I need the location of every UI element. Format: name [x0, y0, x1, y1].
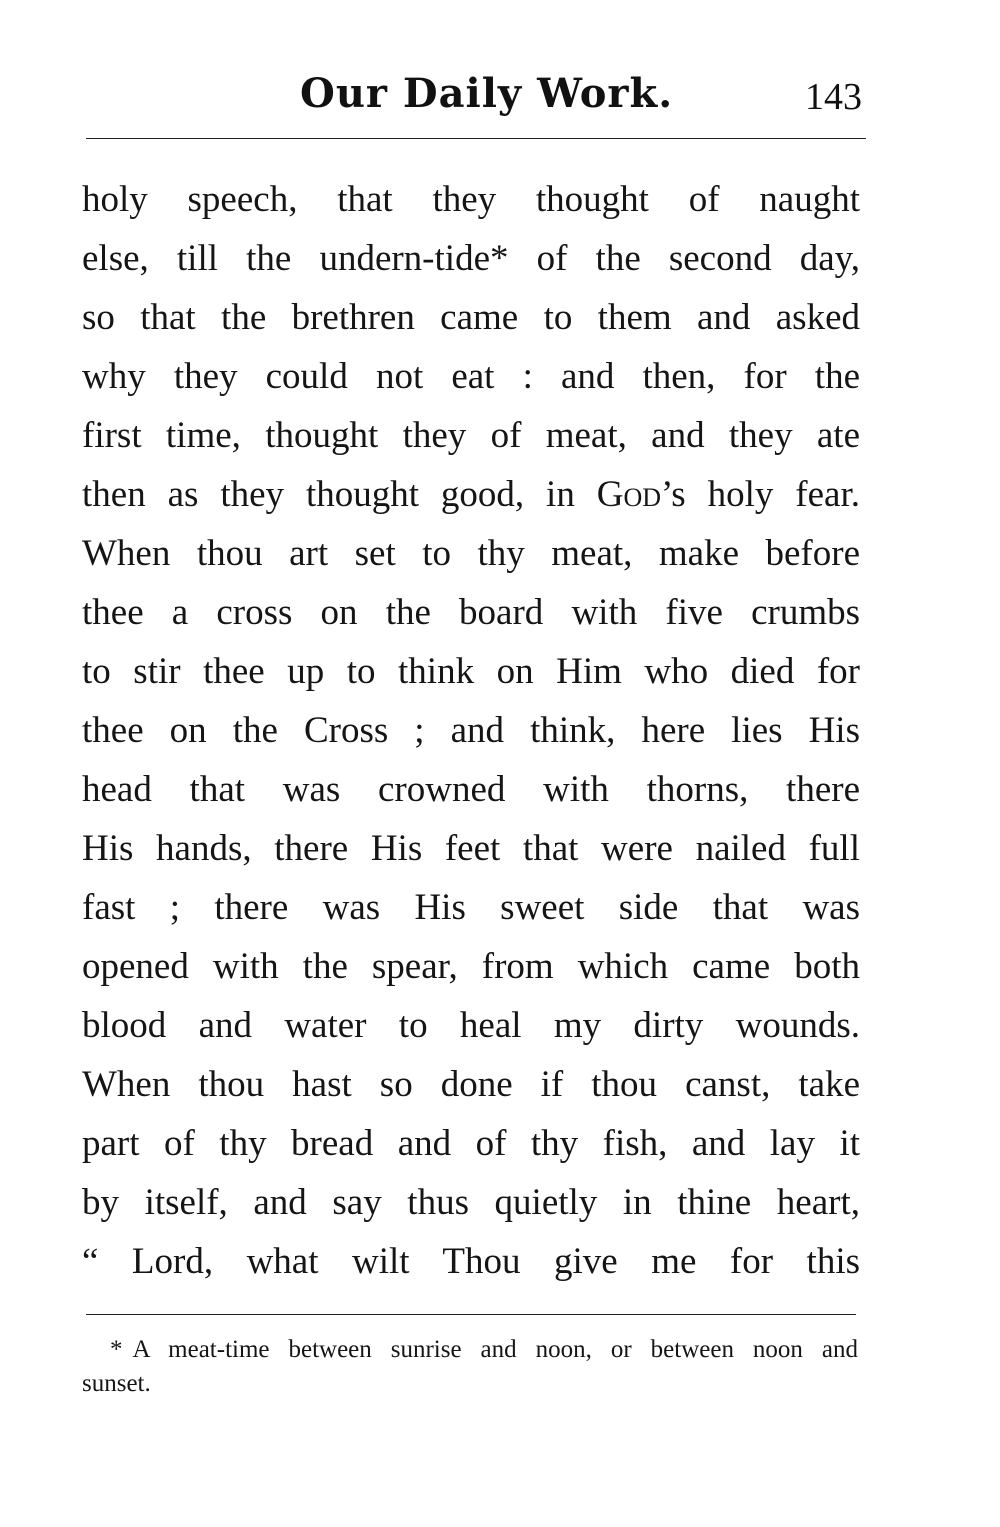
header-rule	[86, 138, 866, 139]
text-line: fast ; there was His sweet side that was	[82, 887, 860, 928]
text-line: When thou art set to thy meat, make before	[82, 533, 860, 574]
text-line: first time, thought they of meat, and they ate	[82, 415, 860, 456]
text-segment: ’s holy fear.	[661, 474, 860, 515]
text-line: blood and water to heal my dirty wounds.	[82, 1005, 860, 1046]
footnote-rule	[86, 1314, 856, 1315]
footnote-line	[82, 1333, 858, 1367]
body-text	[82, 170, 860, 1291]
text-line: “ Lord, what wilt Thou give me for this	[82, 1241, 860, 1282]
text-line: part of thy bread and of thy fish, and lay it	[82, 1123, 860, 1164]
text-line: When thou hast so done if thou canst, take	[82, 1064, 860, 1105]
running-head	[80, 60, 868, 130]
page-number: 143	[805, 76, 862, 118]
text-line: to stir thee up to think on Him who died for	[82, 651, 860, 692]
footnote-marker: *	[110, 1336, 123, 1363]
text-line: holy speech, that they thought of naught	[82, 179, 860, 220]
divine-name-smallcaps: God	[596, 474, 662, 515]
text-line: why they could not eat : and then, for the	[82, 356, 860, 397]
footnote-line: sunset.	[82, 1370, 151, 1397]
text-segment: then as they thought good, in	[82, 474, 597, 515]
text-line: thee a cross on the board with five crumbs	[82, 592, 860, 633]
text-line: thee on the Cross ; and think, here lies His	[82, 710, 860, 751]
text-line: else, till the undern-tide* of the second day,	[82, 238, 860, 279]
footnote	[82, 1333, 858, 1401]
page-header-title: Our Daily Work.	[300, 70, 674, 117]
text-line: His hands, there His feet that were nailed full	[82, 828, 860, 869]
text-line: so that the brethren came to them and asked	[82, 297, 860, 338]
text-line: opened with the spear, from which came both	[82, 946, 860, 987]
text-line: head that was crowned with thorns, there	[82, 769, 860, 810]
footnote-text: A meat-time between sunrise and noon, or between noon and	[132, 1336, 858, 1363]
text-line	[82, 465, 860, 524]
text-line: by itself, and say thus quietly in thine heart,	[82, 1182, 860, 1223]
